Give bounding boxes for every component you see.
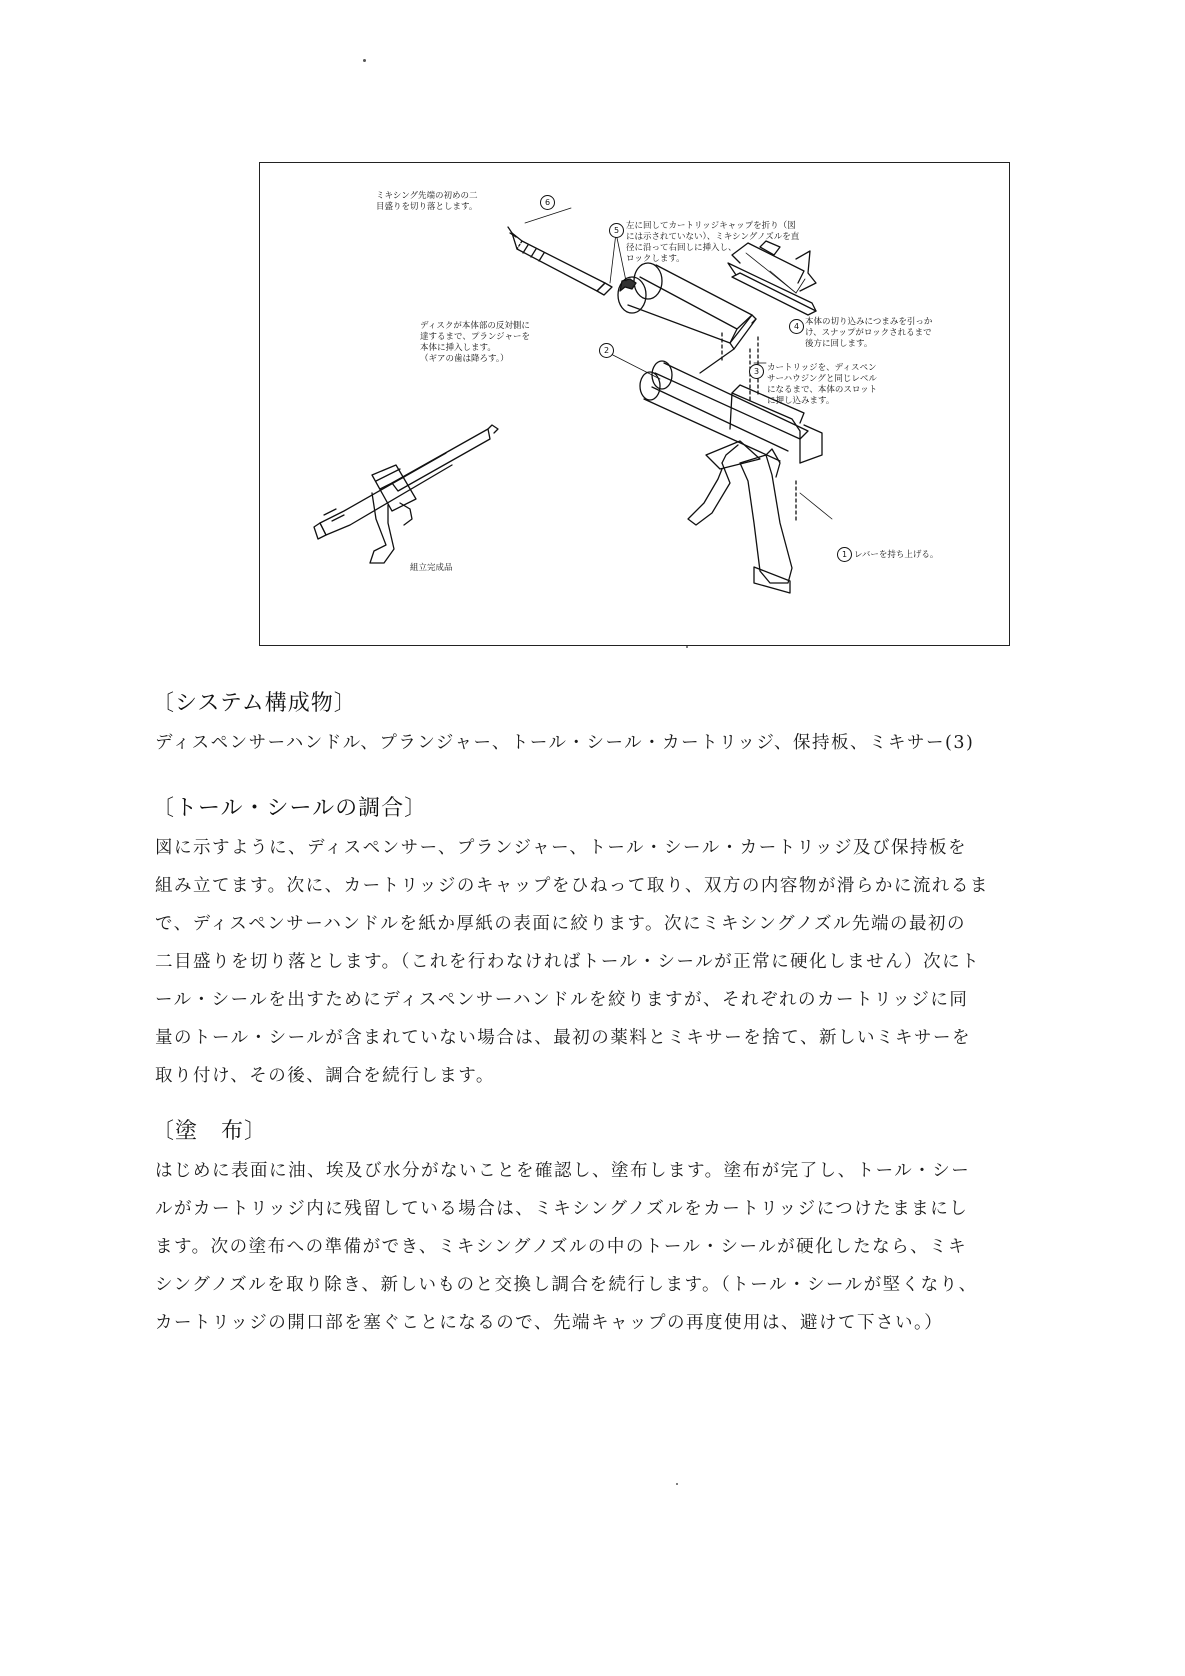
application-line: ます。次の塗布への準備ができ、ミキシングノズルの中のトール・シールが硬化したなら、ミキ (155, 1237, 968, 1257)
callout-plunger: ディスクが本体部の反対側に 達するまで、プランジャーを 本体に挿入します。 （ギアの歯は降ろす。） (420, 321, 530, 364)
callout-lever: レバーを持ち上げる。 (854, 550, 939, 560)
mixing-nozzle-drawing (508, 227, 612, 295)
assembled-product-drawing (314, 425, 498, 563)
assembly-diagram (259, 162, 1010, 646)
section-heading-application: 〔塗 布〕 (152, 1119, 268, 1144)
mixing-line: 取り付け、その後、調合を続行します。 (155, 1066, 495, 1086)
application-line: カートリッジの開口部を塞ぐことになるので、先端キャップの再度使用は、避けて下さい。） (155, 1313, 944, 1333)
callout-number-6: 6 (540, 195, 555, 210)
cartridge-drawing (618, 263, 756, 373)
application-line: シングノズルを取り除き、新しいものと交換し調合を続行します。（トール・シールが堅くなり、 (155, 1275, 978, 1295)
mixing-line: で、ディスペンサーハンドルを紙か厚紙の表面に絞ります。次にミキシングノズル先端の最初の (155, 914, 966, 934)
mixing-line: 組み立てます。次に、カートリッジのキャップをひねって取り、双方の内容物が滑らかに流れるま (155, 876, 989, 896)
section-heading-components: 〔システム構成物〕 (152, 691, 357, 716)
callout-number-3: 3 (749, 364, 764, 379)
callout-assembled: 組立完成品 (410, 563, 453, 573)
assembly-guide-lines (722, 333, 796, 523)
application-line: はじめに表面に油、埃及び水分がないことを確認し、塗布します。塗布が完了し、トール・シー (155, 1161, 971, 1181)
callout-number-4: 4 (789, 319, 804, 334)
components-text: ディスペンサーハンドル、プランジャー、トール・シール・カートリッジ、保持板、ミキサー(3) (155, 733, 975, 753)
mixing-line: 図に示すように、ディスペンサー、プランジャー、トール・シール・カートリッジ及び保持板を (155, 838, 968, 858)
callout-number-2: 2 (599, 343, 614, 358)
callout-retainer: 本体の切り込みにつまみを引っか け、スナップがロックされるまで 後方に回します。 (805, 317, 933, 349)
callout-nozzle-cut: ミキシング先端の初めの二 目盛りを切り落とします。 (376, 191, 478, 212)
scan-speck (363, 59, 366, 62)
callout-nozzle-insert: 左に回してカートリッジキャップを折り（図 には示されていない）、ミキシングノズルを直 径に沿って右回しに挿入し、 ロックします。 (626, 221, 800, 264)
mixing-line: 二目盛りを切り落とします。（これを行わなければトール・シールが正常に硬化しません）次にト (155, 952, 981, 972)
scan-speck (676, 1483, 678, 1485)
callout-cartridge: カートリッジを、ディスペン サーハウジングと同じレベル になるまで、本体のスロット に押し込みます。 (767, 363, 878, 406)
application-line: ルがカートリッジ内に残留している場合は、ミキシングノズルをカートリッジにつけたままにし (155, 1199, 969, 1219)
callout-number-1: 1 (837, 547, 852, 562)
callout-number-5: 5 (609, 223, 624, 238)
section-heading-mixing: 〔トール・シールの調合〕 (152, 796, 428, 821)
mixing-line: ール・シールを出すためにディスペンサーハンドルを絞りますが、それぞれのカートリッジに同 (155, 990, 969, 1010)
scan-speck (686, 646, 688, 648)
mixing-line: 量のトール・シールが含まれていない場合は、最初の薬料とミキサーを捨て、新しいミキサーを (155, 1028, 971, 1048)
